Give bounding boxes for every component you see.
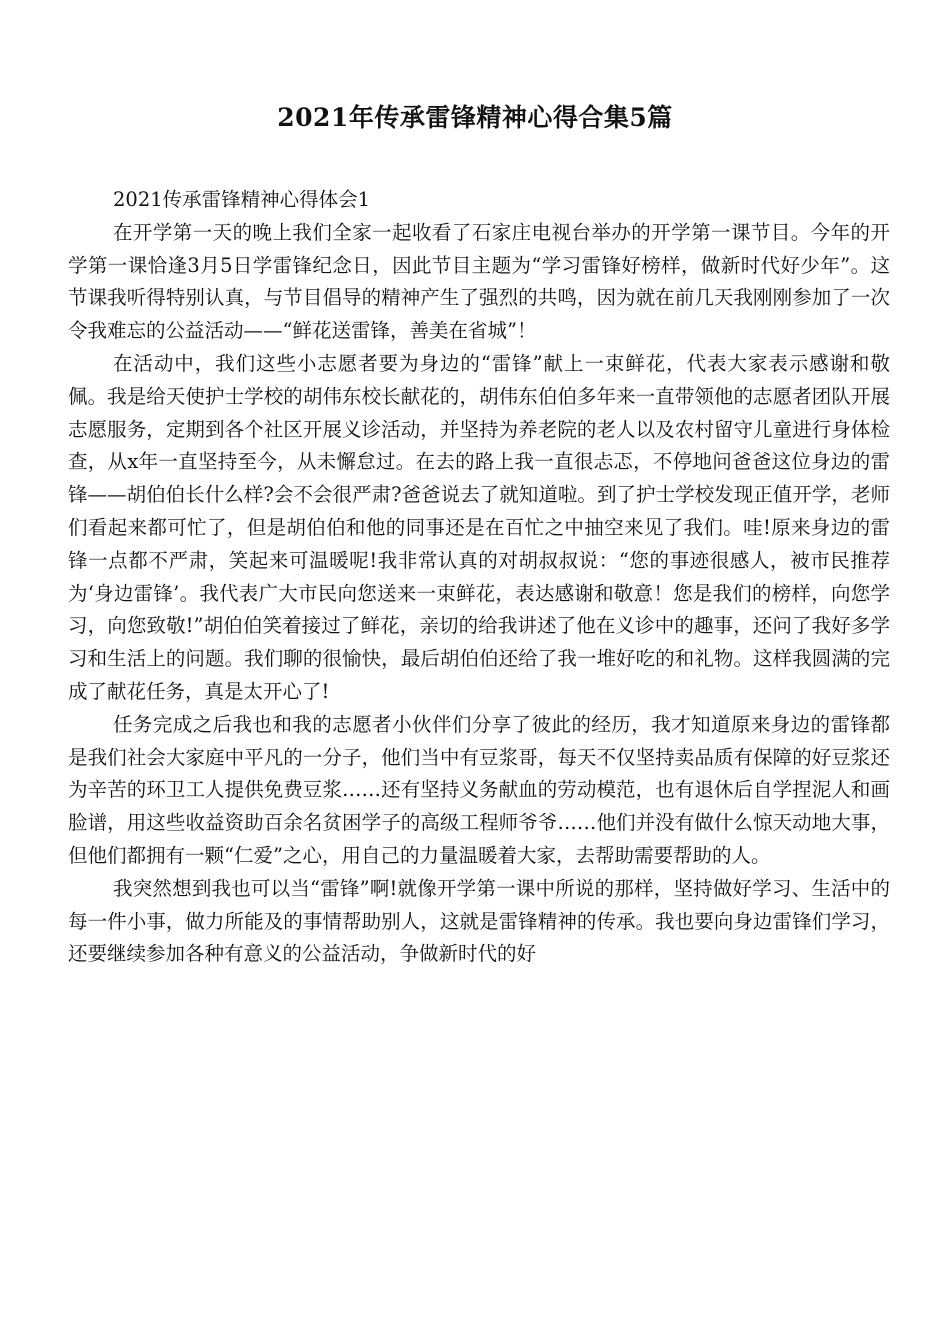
paragraph-3: 任务完成之后我也和我的志愿者小伙伴们分享了彼此的经历，我才知道原来身边的雷锋都是我们社会大家庭中平凡的一分子，他们当中有豆浆哥，每天不仅坚持卖品质有保障的好豆浆还为辛苦的环卫工人提供免费豆浆……还有坚持义务献血的劳动模范，也有退休后自学捏泥人和画脸谱，用这些收益资助百余名贫困学子的高级工程师爷爷……他们并没有做什么惊天动地大事，但他们都拥有一颗“仁爱”之心，用自己的力量温暖着大家，去帮助需要帮助的人。 [68, 712, 890, 867]
paragraph-2: 在活动中，我们这些小志愿者要为身边的“雷锋”献上一束鲜花，代表大家表示感谢和敬佩。我是给天使护士学校的胡伟东校长献花的，胡伟东伯伯多年来一直带领他的志愿者团队开展志愿服务，定期到各个社区开展义诊活动，并坚持为养老院的老人以及农村留守儿童进行身体检查，从x年一直坚持至今，从未懈怠过。在去的路上我一直很忐忑，不停地问爸爸这位身边的雷锋——胡伯伯长什么样?会不会很严肃?爸爸说去了就知道啦。到了护士学校发现正值开学，老师们看起来都可忙了，但是胡伯伯和他的同事还是在百忙之中抽空来见了我们。哇!原来身边的雷锋一点都不严肃，笑起来可温暖呢!我非常认真的对胡叔叔说：“您的事迹很感人，被市民推荐为‘身边雷锋’。我代表广大市民向您送来一束鲜花，表达感谢和敬意！您是我们的榜样，向您学习，向您致敬!”胡伯伯笑着接过了鲜花，亲切的给我讲述了他在义诊中的趣事，还问了我好多学习和生活上的问题。我们聊的很愉快，最后胡伯伯还给了我一堆好吃的和礼物。这样我圆满的完成了献花任务，真是太开心了! [68, 351, 890, 703]
paragraph-1: 在开学第一天的晚上我们全家一起收看了石家庄电视台举办的开学第一课节目。今年的开学第一课恰逢3月5日学雷锋纪念日，因此节目主题为“学习雷锋好榜样，做新时代好少年”。这节课我听得特别认真，与节目倡导的精神产生了强烈的共鸣，因为就在前几天我刚刚参加了一次令我难忘的公益活动——“鲜花送雷锋，善美在省城”！ [68, 220, 890, 343]
page-title: 2021年传承雷锋精神心得合集5篇 [277, 103, 673, 132]
document-body [68, 184, 890, 971]
section-heading: 2021传承雷锋精神心得体会1 [113, 188, 371, 211]
paragraph-4: 我突然想到我也可以当“雷锋”啊!就像开学第一课中所说的那样，坚持做好学习、生活中的每一件小事，做力所能及的事情帮助别人，这就是雷锋精神的传承。我也要向身边雷锋们学习，还要继续参加各种有意义的公益活动，争做新时代的好 [68, 876, 890, 966]
